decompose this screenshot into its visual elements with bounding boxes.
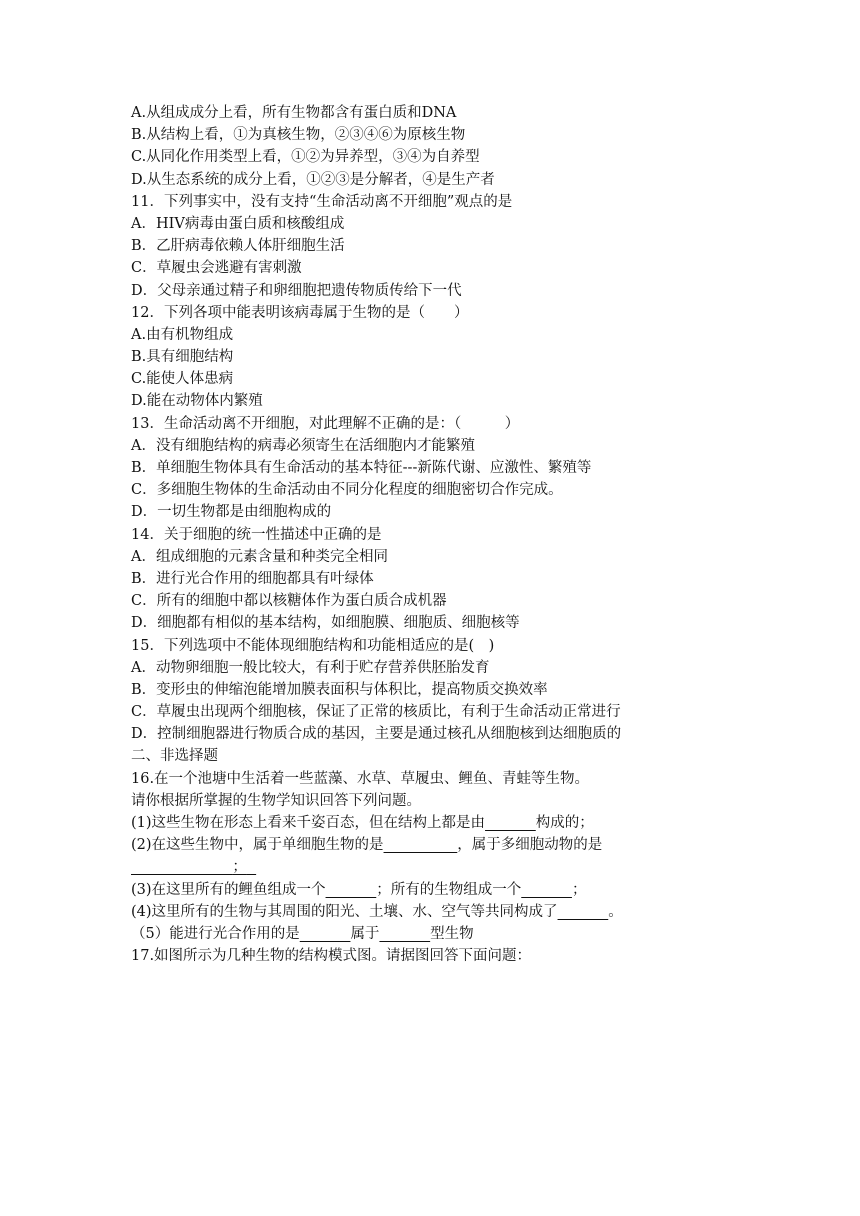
q10-option-b: B.从结构上看，①为真核生物，②③④⑥为原核生物 [131, 127, 466, 144]
q11-option-d: D．父母亲通过精子和卵细胞把遗传物质传给下一代 [131, 282, 462, 299]
q15-option-b: B．变形虫的伸缩泡能增加膜表面积与体积比，提高物质交换效率 [131, 681, 548, 698]
q12-option-d: D.能在动物体内繁殖 [131, 393, 263, 410]
q14-option-b: B．进行光合作用的细胞都具有叶绿体 [131, 570, 374, 587]
q10-option-c: C.从同化作用类型上看，①②为异养型，③④为自养型 [131, 149, 480, 166]
q12-option-a: A.由有机物组成 [131, 326, 234, 343]
q16-part-2-cont [131, 856, 751, 878]
q11-option-a: A．HIV病毒由蛋白质和核酸组成 [131, 215, 345, 232]
q16-part-5-end: 型生物 [430, 925, 474, 942]
q16-part-2-text: (2)在这些生物中，属于单细胞生物的是 [131, 837, 384, 854]
q16-part-1 [131, 812, 751, 834]
q13-option-c: C．多细胞生物体的生命活动由不同分化程度的细胞密切合作完成。 [131, 482, 563, 499]
q15-stem: 15．下列选项中不能体现细胞结构和功能相适应的是( ) [131, 637, 495, 654]
q13-option-b: B．单细胞生物体具有生命活动的基本特征---新陈代谢、应激性、繁殖等 [131, 460, 592, 476]
q16-part-1-text: (1)这些生物在形态上看来千姿百态，但在结构上都是由 [131, 815, 486, 831]
answer-blank [379, 926, 430, 942]
q12-option-b: B.具有细胞结构 [131, 349, 234, 366]
answer-blank [326, 882, 377, 898]
answer-blank [521, 882, 572, 898]
q16-part-2-mid: ，属于多细胞动物的是 [457, 837, 603, 854]
q16-part-3-mid: ；所有的生物组成一个 [376, 881, 522, 898]
q11-stem: 11．下列事实中，没有支持“生命活动离不开细胞”观点的是 [131, 193, 513, 210]
q16-part-5-mid: 属于 [350, 925, 380, 942]
q14-option-d: D．细胞都有相似的基本结构，如细胞膜、细胞质、细胞核等 [131, 615, 520, 632]
q16-part-2 [131, 834, 751, 856]
section-heading: 二、非选择题 [131, 748, 218, 765]
q15-option-c: C．草履虫出现两个细胞核，保证了正常的核质比，有利于生命活动正常进行 [131, 704, 621, 721]
q13-option-a: A．没有细胞结构的病毒必须寄生在活细胞内才能繁殖 [131, 437, 475, 454]
answer-blank [300, 926, 351, 942]
q15-option-d: D．控制细胞器进行物质合成的基因，主要是通过核孔从细胞核到达细胞质的 [131, 726, 622, 743]
q16-prompt: 请你根据所掌握的生物学知识回答下列问题。 [131, 792, 421, 809]
q14-option-a: A．组成细胞的元素含量和种类完全相同 [131, 548, 388, 565]
q16-part-4 [131, 901, 751, 923]
document-page [131, 102, 751, 967]
answer-blank [131, 859, 232, 875]
q14-option-c: C．所有的细胞中都以核糖体作为蛋白质合成机器 [131, 593, 447, 610]
q14-stem: 14．关于细胞的统一性描述中正确的是 [131, 526, 382, 543]
q16-part-3 [131, 879, 751, 901]
q12-option-c: C.能使人体患病 [131, 371, 234, 388]
answer-blank [384, 837, 458, 853]
answer-blank [485, 815, 536, 831]
q16-part-3-text: (3)在这里所有的鲤鱼组成一个 [131, 881, 326, 898]
q17-stem: 17.如图所示为几种生物的结构模式图。请据图回答下面问题： [131, 948, 532, 965]
q16-part-4-end: 。 [608, 903, 623, 920]
q11-option-c: C．草履虫会逃避有害刺激 [131, 260, 302, 277]
q12-stem: 12．下列各项中能表明该病毒属于生物的是（ ） [131, 304, 469, 321]
q16-part-4-text: (4)这里所有的生物与其周围的阳光、土壤、水、空气等共同构成了 [131, 903, 558, 920]
q16-part-5 [131, 923, 751, 945]
answer-blank [558, 904, 609, 920]
q15-option-a: A．动物卵细胞一般比较大，有利于贮存营养供胚胎发育 [131, 659, 490, 676]
q13-option-d: D．一切生物都是由细胞构成的 [131, 504, 332, 521]
q16-part-1-end: 构成的； [535, 815, 594, 831]
q13-stem: 13．生命活动离不开细胞，对此理解不正确的是：（ ） [131, 415, 520, 432]
q16-stem: 16.在一个池塘中生活着一些蓝藻、水草、草履虫、鲤鱼、青蛙等生物。 [131, 770, 590, 787]
q10-option-d: D.从生态系统的成分上看，①②③是分解者，④是生产者 [131, 171, 495, 188]
q11-option-b: B．乙肝病毒依赖人体肝细胞生活 [131, 238, 345, 255]
q16-part-3-end: ； [571, 881, 587, 898]
q16-part-2-end: ； [232, 859, 247, 876]
q10-option-a: A.从组成成分上看，所有生物都含有蛋白质和DNA [131, 105, 457, 121]
q16-part-5-text: （5）能进行光合作用的是 [131, 925, 300, 942]
